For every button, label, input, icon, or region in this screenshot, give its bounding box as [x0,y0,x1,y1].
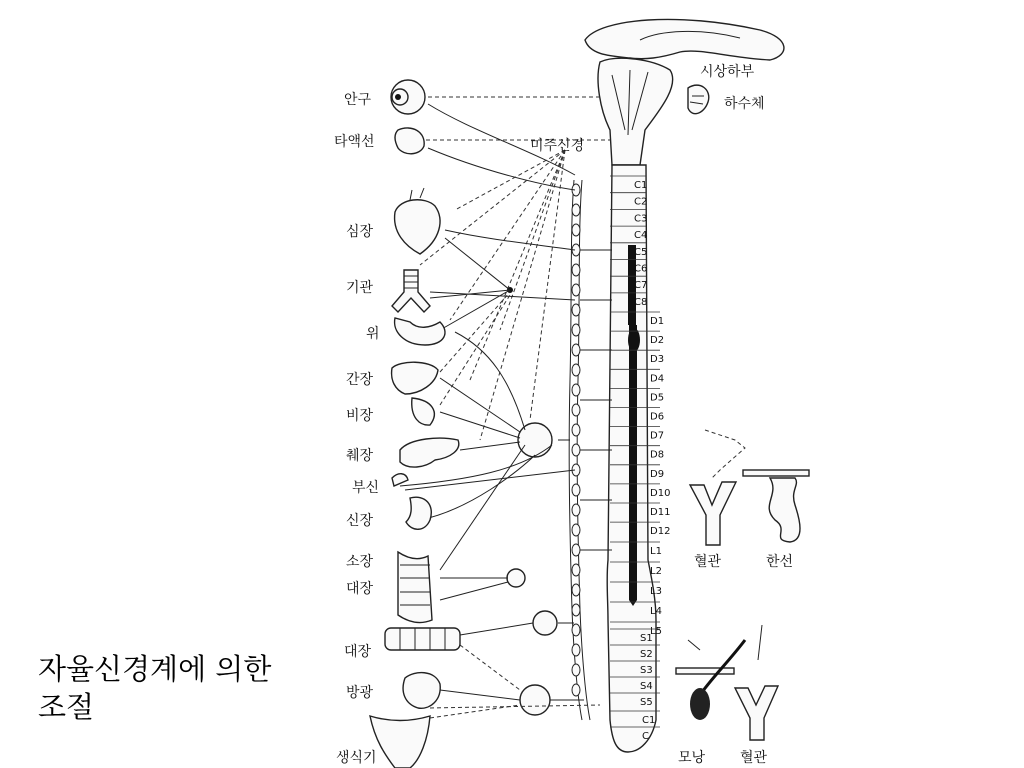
blood-vessel-2 [735,686,778,740]
colon-organ [385,628,460,650]
label-pancreas: 췌장 [346,448,374,464]
spinal-cord [607,165,656,752]
slide-caption [38,650,338,726]
kidney-organ [406,497,431,529]
segment-label-cervical-7: C7 [634,280,648,292]
label-genitals: 생식기 [336,750,377,766]
chain-ganglion [572,424,580,436]
chain-ganglion [572,404,580,416]
adrenal-organ [392,474,408,486]
label-liver: 간장 [346,372,374,388]
label-pituitary: 하수체 [724,96,765,112]
chain-ganglion [572,444,580,456]
segment-label-thoracic-10: D10 [650,487,671,499]
label-bladder: 방광 [346,685,374,701]
chain-ganglion [572,284,580,296]
segment-label-thoracic-2: D2 [650,335,665,347]
chain-ganglion [572,484,580,496]
segment-label-cervical-1: C1 [634,180,648,191]
label-small-intestine: 소장 [346,554,374,570]
chain-ganglion [572,504,580,516]
chain-ganglion [572,364,580,376]
segment-label-sacral-2: S2 [640,649,653,660]
segment-label-lumbar-4: L4 [650,606,662,617]
label-eye: 안구 [344,92,372,108]
segment-label-coccygeal-2: C [642,731,649,742]
brain [585,19,784,165]
stomach-organ [395,318,445,345]
caption-line-2: 조절 [38,690,95,724]
pelvic-ganglion [520,685,550,715]
segment-label-thoracic-11: D11 [650,507,671,518]
eye-organ [391,80,425,114]
spinal-tract-lower [629,325,637,606]
label-vagus-nerve: 미주신경 [530,138,585,154]
pituitary-gland [688,85,709,114]
chain-ganglion [572,324,580,336]
heart-organ [395,188,440,254]
chain-ganglion [572,344,580,356]
mesenteric-ganglion [507,569,525,587]
skin-effectors [676,430,809,740]
chain-ganglion [572,384,580,396]
segment-label-lumbar-1: L1 [650,546,662,557]
trachea-organ [392,270,430,312]
segment-label-sacral-5: S5 [640,697,653,708]
segment-label-cervical-2: C2 [634,196,648,208]
segment-label-lumbar-5: L5 [650,626,662,637]
segment-label-cervical-4: C4 [634,230,648,242]
segment-label-sacral-1: S1 [640,633,653,644]
chain-ganglion [572,604,580,616]
chain-ganglion [572,204,580,216]
label-heart: 심장 [346,224,374,240]
label-large-intestine-1: 대장 [346,581,374,597]
chain-ganglion [572,684,580,696]
segment-label-cervical-6: C6 [634,263,648,275]
segment-label-lumbar-3: L3 [650,586,662,597]
segment-label-thoracic-1: D1 [650,316,665,327]
pancreas-organ [400,438,459,467]
chain-ganglion [572,644,580,656]
segment-label-cervical-5: C5 [634,246,648,258]
label-sweat-gland: 한선 [766,554,794,570]
label-blood-vessel-2: 혈관 [740,750,768,766]
label-large-intestine-2: 대장 [344,644,372,660]
chain-ganglion [572,624,580,636]
organs [370,80,460,768]
segment-label-thoracic-6: D6 [650,411,665,423]
segment-label-thoracic-5: D5 [650,392,665,404]
label-salivary: 타액선 [334,134,375,150]
inferior-mesenteric-ganglion [533,611,557,635]
chain-ganglion [572,224,580,236]
chain-ganglion [572,304,580,316]
label-hair-follicle: 모낭 [678,750,706,766]
segment-label-thoracic-12: D12 [650,526,671,538]
genital-organ [370,716,430,768]
label-adrenal: 부신 [352,480,380,496]
chain-ganglion [572,564,580,576]
celiac-ganglion [518,423,552,457]
chain-ganglion [572,264,580,276]
segment-label-thoracic-7: D7 [650,430,665,442]
segment-label-sacral-3: S3 [640,665,653,676]
segment-label-lumbar-2: L2 [650,566,662,577]
label-kidney: 신장 [346,513,374,529]
spleen-organ [412,398,435,425]
segment-label-cervical-8: C8 [634,296,648,308]
bladder-organ [403,673,440,709]
segment-label-sacral-4: S4 [640,681,653,692]
segment-label-thoracic-9: D9 [650,468,665,480]
chain-ganglion [572,524,580,536]
intestine-organ [398,552,432,622]
label-hypothalamus: 시상하부 [700,64,755,80]
segment-label-thoracic-3: D3 [650,354,665,366]
segment-label-thoracic-8: D8 [650,449,665,461]
caption-line-1: 자율신경계에 의한 [38,652,272,686]
ganglia-group [507,287,557,715]
label-stomach: 위 [366,326,380,342]
label-spleen: 비장 [346,408,374,424]
sweat-gland [743,470,809,542]
label-blood-vessel-1: 혈관 [694,554,722,570]
segment-label-thoracic-4: D4 [650,373,665,385]
segment-label-coccygeal-1: C1 [642,715,656,726]
liver-organ [392,362,438,394]
chain-ganglion [572,664,580,676]
chain-ganglion [572,544,580,556]
blood-vessel-1 [690,482,736,545]
chain-ganglion [572,584,580,596]
segment-label-cervical-3: C3 [634,213,648,225]
label-trachea: 기관 [346,280,374,296]
salivary-gland-organ [395,128,424,154]
